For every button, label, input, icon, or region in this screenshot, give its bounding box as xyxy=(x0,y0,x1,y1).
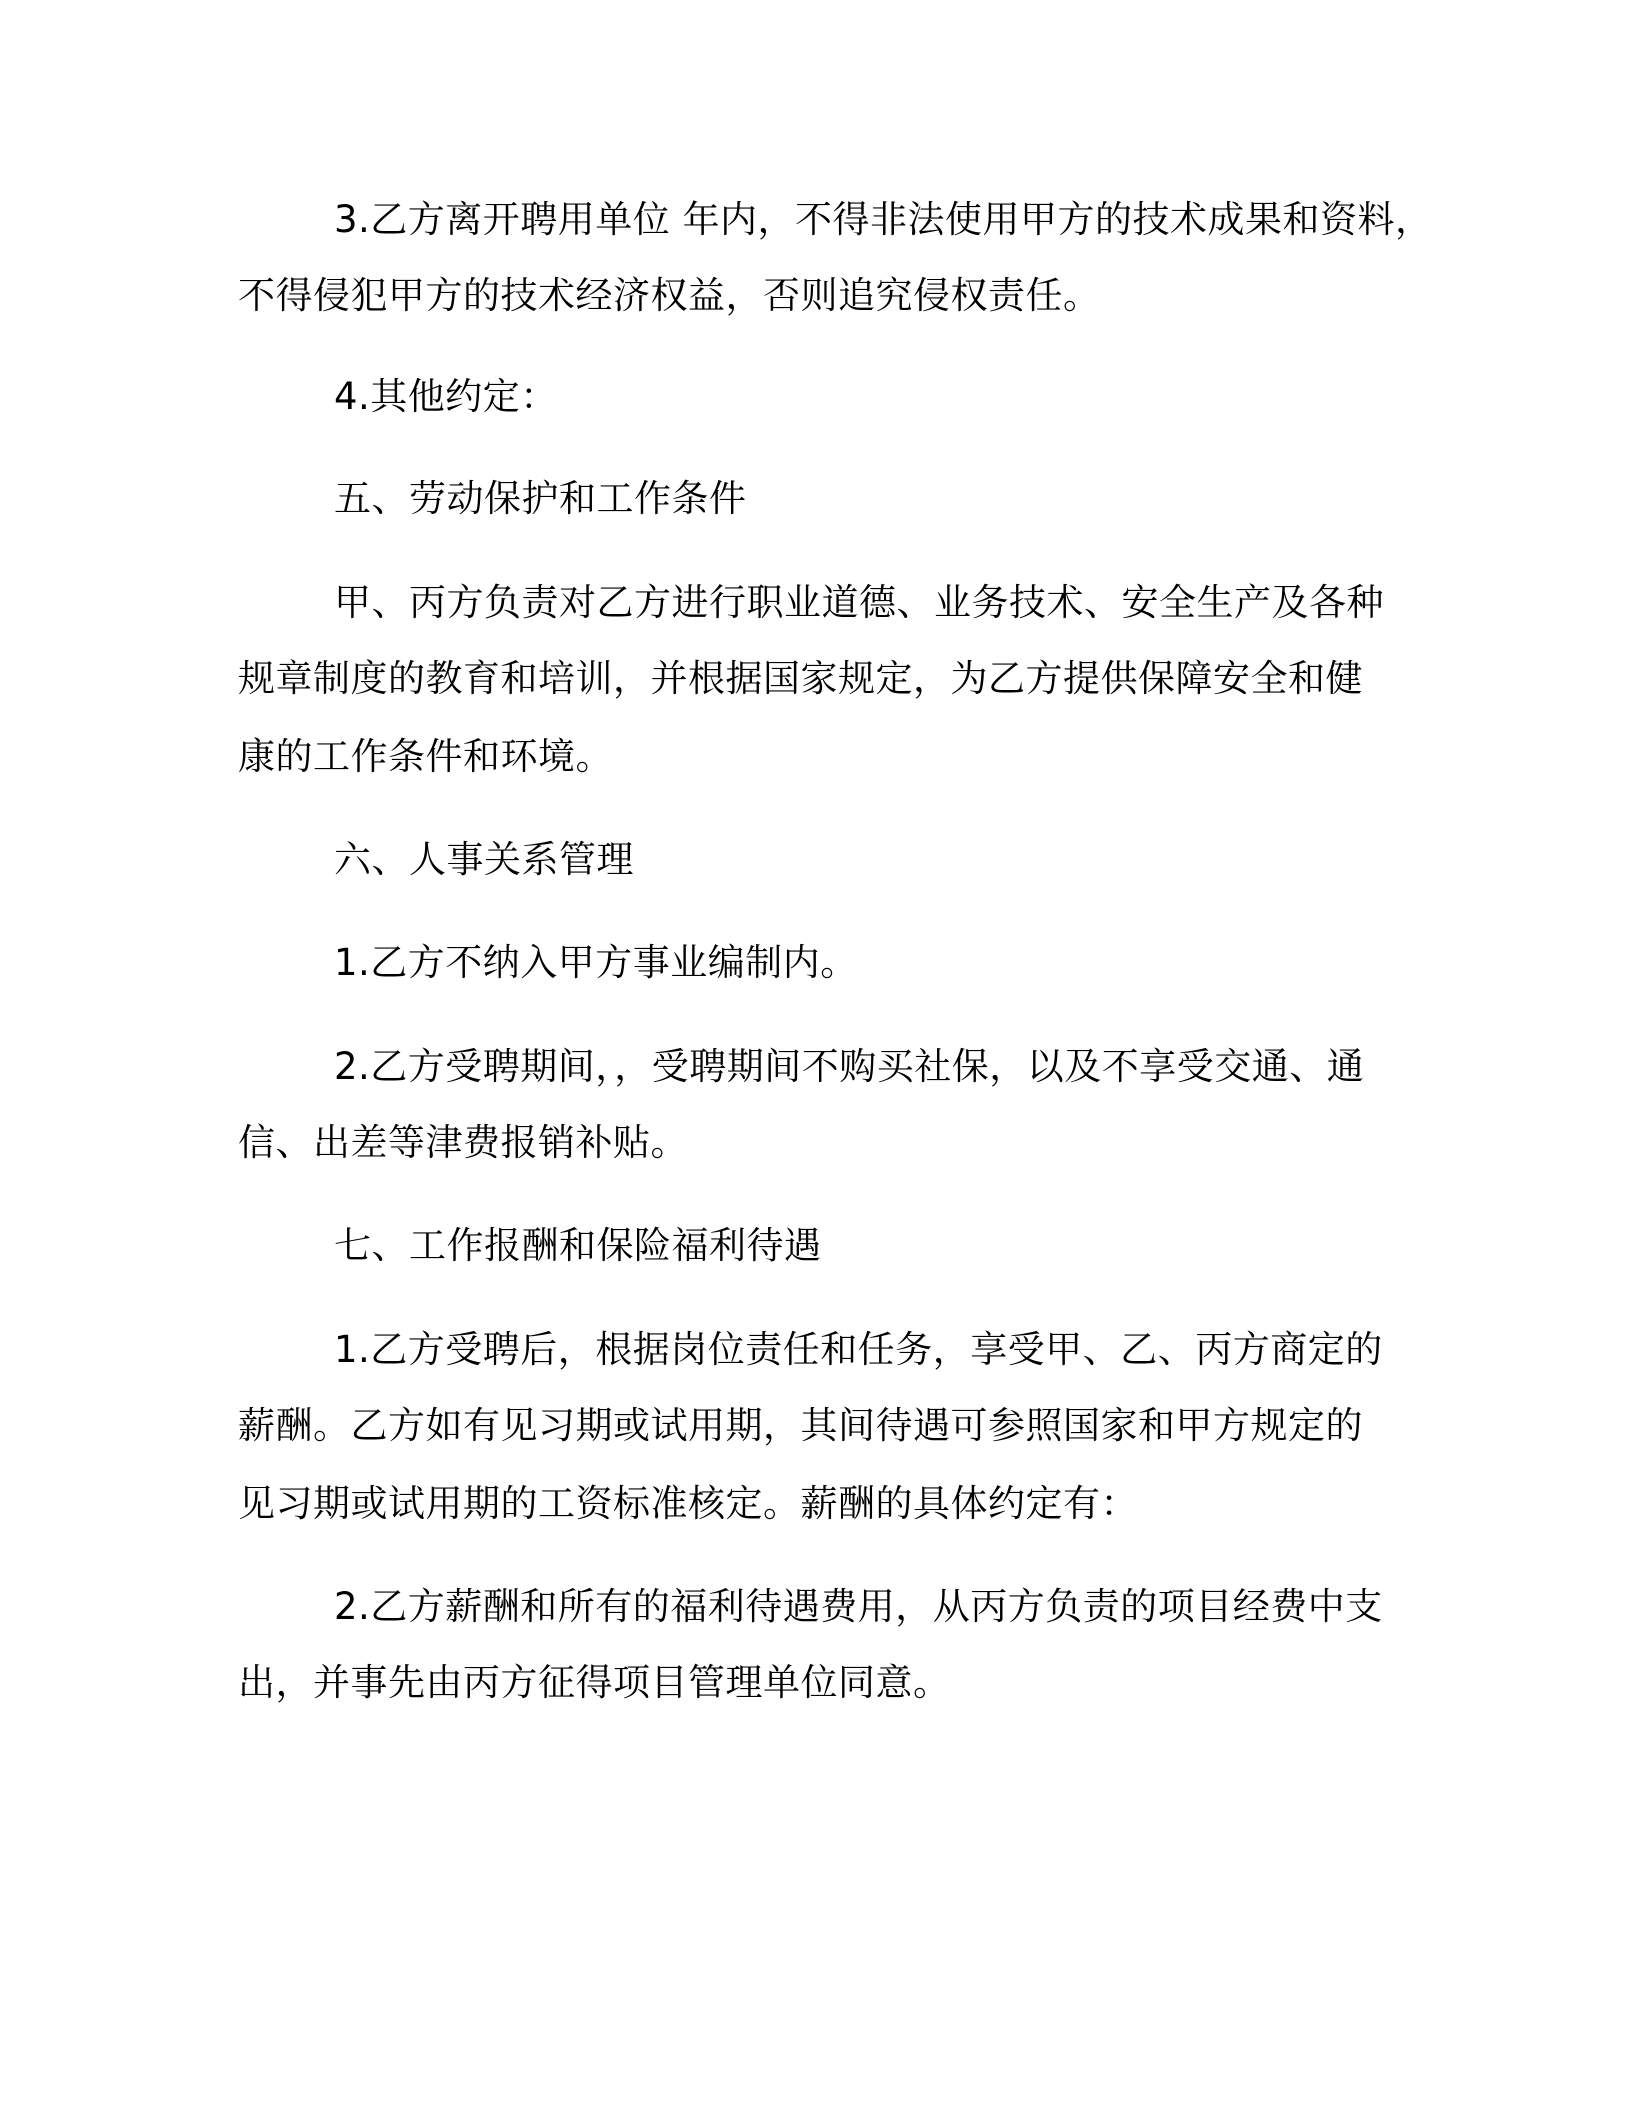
clause-6-1-line-1: 1.乙方不纳入甲方事业编制内。 xyxy=(334,941,858,984)
clause-7-1-line-3: 见习期或试用期的工资标准核定。薪酬的具体约定有： xyxy=(238,1482,1138,1525)
clause-7-1-line-1: 1.乙方受聘后，根据岗位责任和任务，享受甲、乙、丙方商定的 xyxy=(334,1328,1383,1371)
clause-7-2-line-2: 出，并事先由丙方征得项目管理单位同意。 xyxy=(238,1661,951,1704)
clause-3-line-2: 不得侵犯甲方的技术经济权益，否则追究侵权责任。 xyxy=(238,274,1101,317)
clause-7-2-line-1: 2.乙方薪酬和所有的福利待遇费用，从丙方负责的项目经费中支 xyxy=(334,1585,1383,1628)
clause-6-2-line-1: 2.乙方受聘期间，，受聘期间不购买社保，以及不享受交通、通 xyxy=(334,1045,1365,1088)
para-5-line-3: 康的工作条件和环境。 xyxy=(238,735,613,778)
clause-7-1-line-2: 薪酬。乙方如有见习期或试用期，其间待遇可参照国家和甲方规定的 xyxy=(238,1404,1363,1447)
clause-4-line-1: 4.其他约定： xyxy=(334,375,558,418)
clause-6-2-line-2: 信、出差等津费报销补贴。 xyxy=(238,1121,688,1164)
clause-3-line-1: 3.乙方离开聘用单位 年内，不得非法使用甲方的技术成果和资料， xyxy=(334,198,1433,241)
para-5-line-1: 甲、丙方负责对乙方进行职业道德、业务技术、安全生产及各种 xyxy=(334,581,1384,624)
para-5-line-2: 规章制度的教育和培训，并根据国家规定，为乙方提供保障安全和健 xyxy=(238,657,1363,700)
section-heading-6: 六、人事关系管理 xyxy=(334,838,634,881)
section-heading-7: 七、工作报酬和保险福利待遇 xyxy=(334,1224,822,1267)
section-heading-5: 五、劳动保护和工作条件 xyxy=(334,477,747,520)
